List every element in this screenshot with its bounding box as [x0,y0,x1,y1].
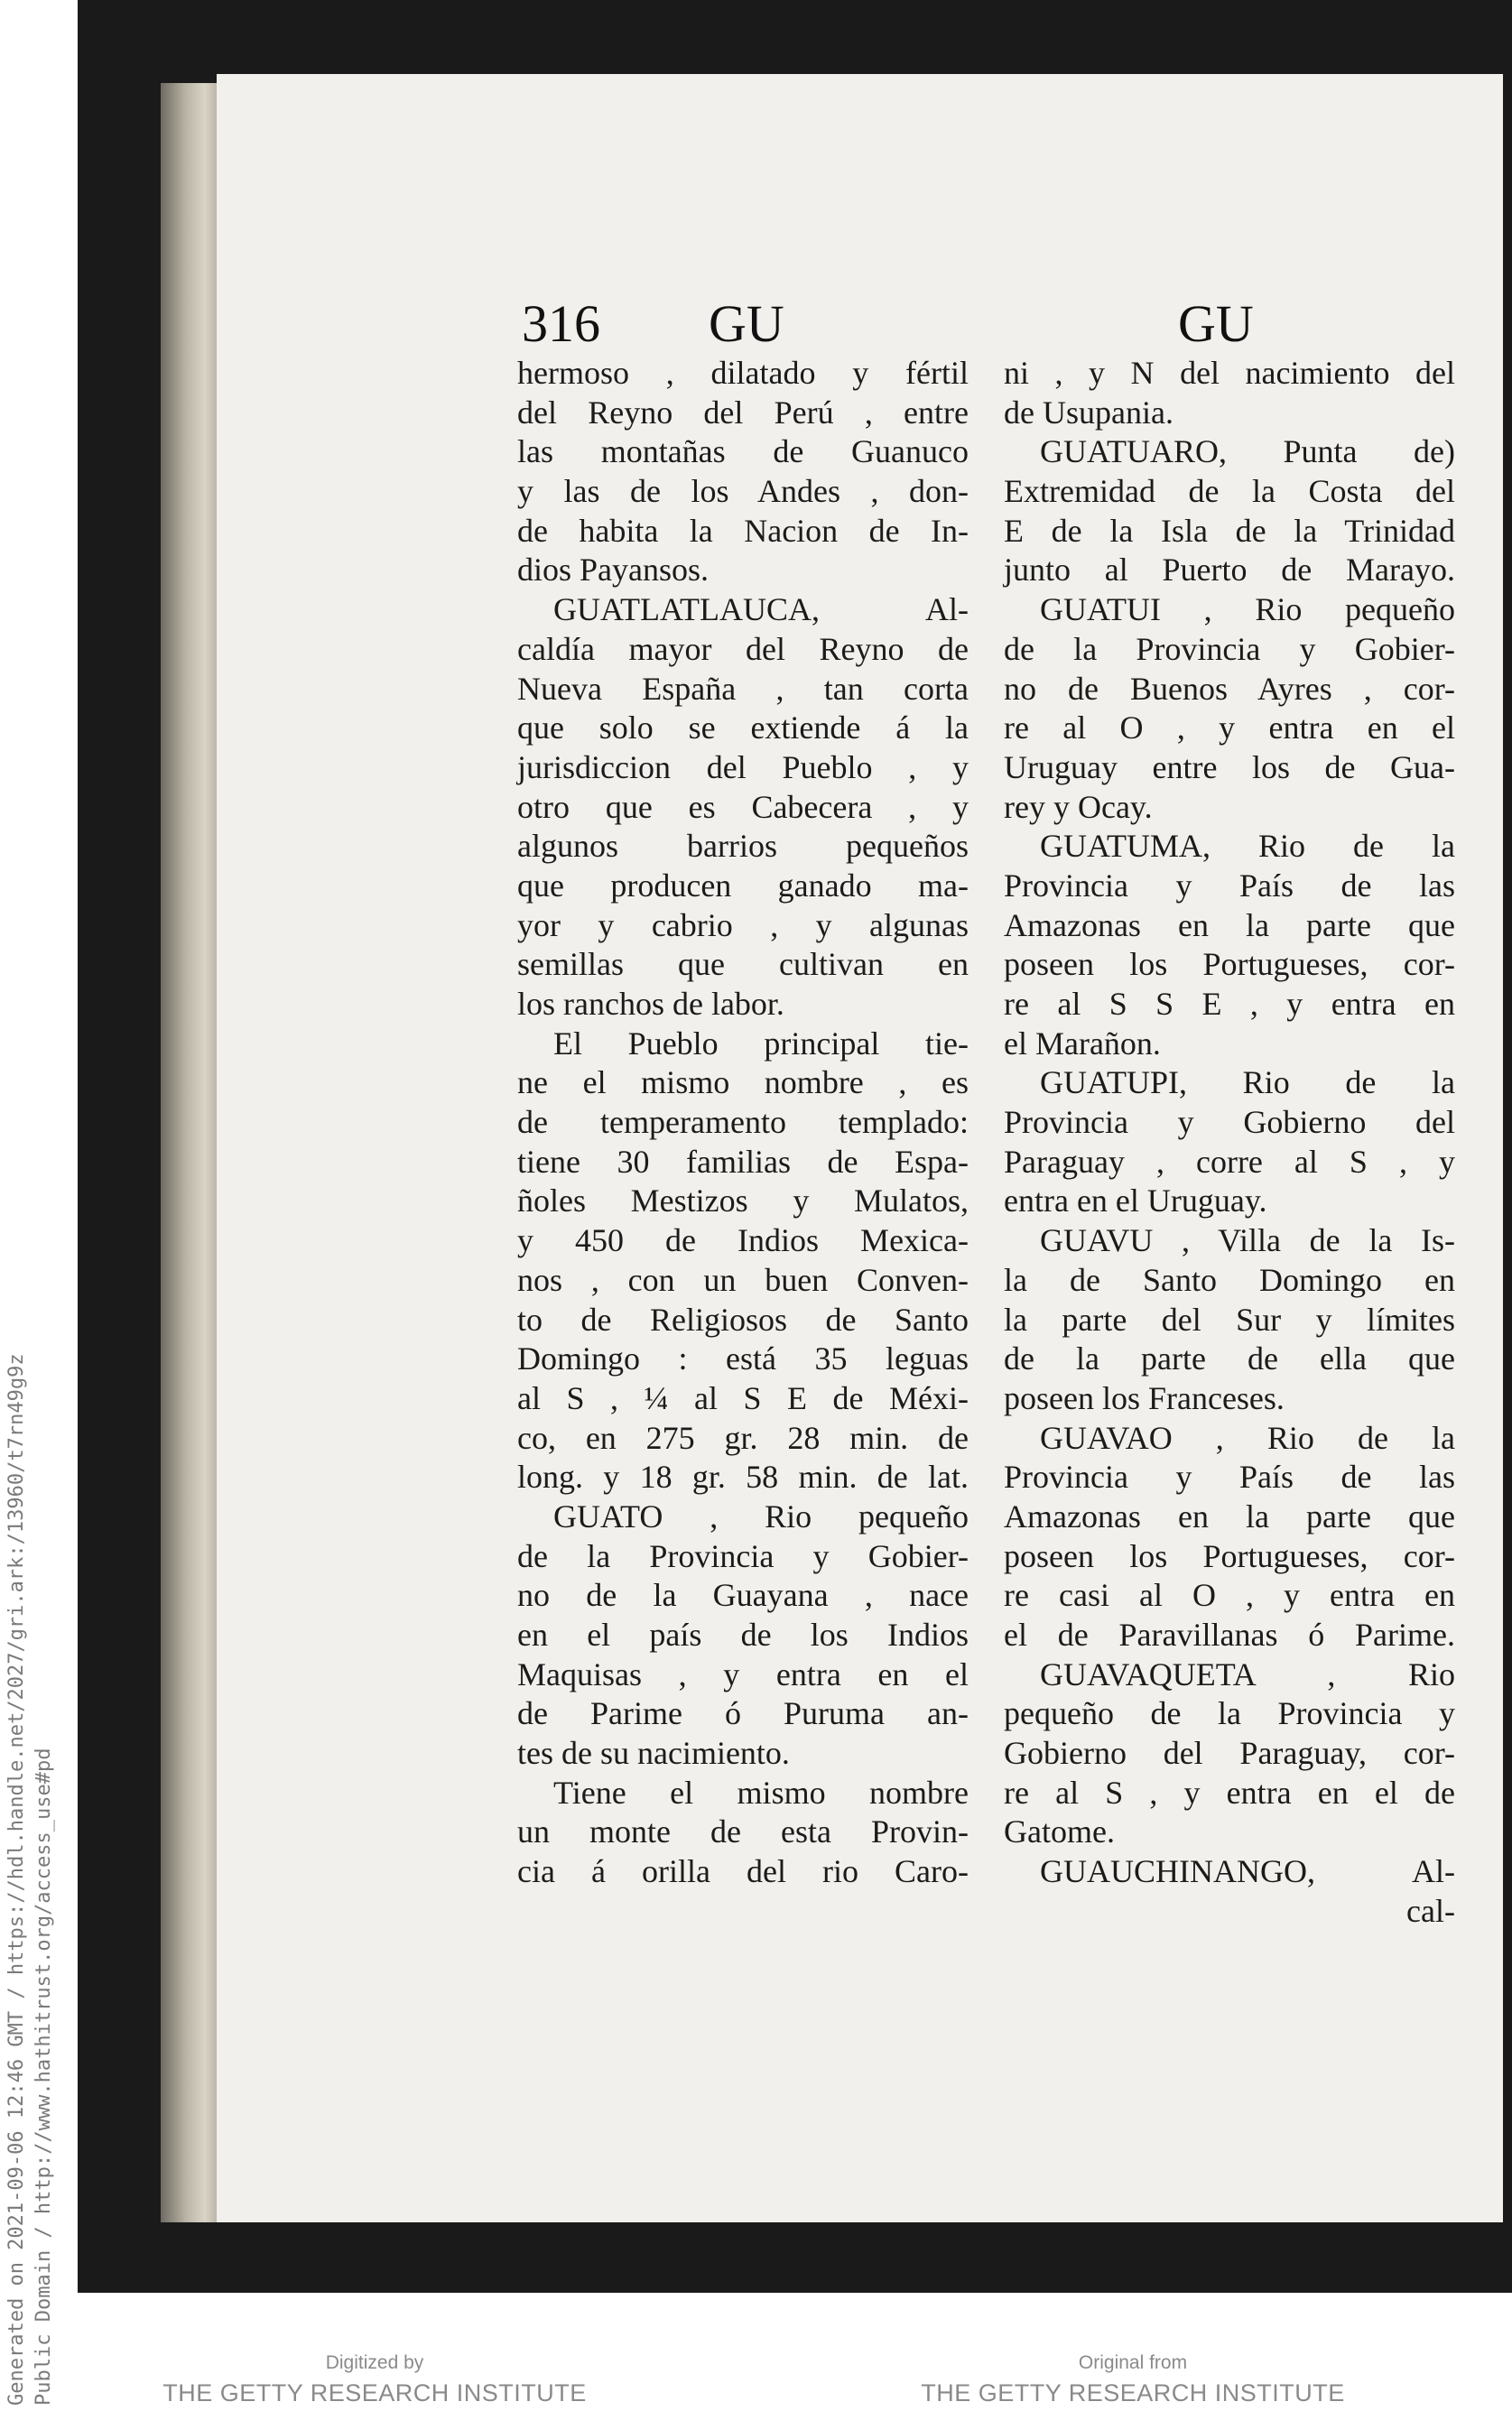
text-line: poseen los Portugueses, cor- [1004,1537,1455,1574]
text-line: pequeño de la Provincia y [1004,1695,1455,1732]
text-line: GUATUI , Rio pequeño [1040,591,1455,628]
text-line: no de Buenos Ayres , cor- [1004,670,1455,707]
text-line: re al O , y entra en el [1004,709,1455,746]
text-line: ni , y N del nacimiento del [1004,355,1455,391]
text-line: GUAUCHINANGO, Al- [1040,1853,1455,1890]
text-line: de habita la Nacion de In- [517,512,969,549]
text-line: la parte del Sur y límites [1004,1301,1455,1338]
text-line: el Marañon. [1004,1025,1161,1062]
text-line: re al S , y entra en el de [1004,1774,1455,1811]
footer-digitized [140,2352,609,2407]
text-line: de Parime ó Puruma an- [517,1695,969,1732]
access-watermark [4,1142,76,2406]
text-line: Tiene el mismo nombre [553,1774,969,1811]
text-line: Gatome. [1004,1813,1115,1850]
text-line: del Reyno del Perú , entre [517,394,969,431]
text-line: GUATUMA, Rio de la [1040,828,1455,865]
text-line: de Usupania. [1004,394,1173,431]
text-line: dios Payansos. [517,552,710,589]
text-line: los ranchos de labor. [517,986,784,1022]
text-line: junto al Puerto de Marayo. [1004,552,1455,589]
text-line: re casi al O , y entra en [1004,1577,1455,1614]
right-running-head: GU [1178,294,1254,353]
text-line: ñoles Mestizos y Mulatos, [517,1182,969,1219]
text-line: co, en 275 gr. 28 min. de [517,1419,969,1456]
text-line: Extremidad de la Costa del [1004,473,1455,510]
text-line: en el país de los Indios [517,1617,969,1653]
text-line: Provincia y País de las [1004,1459,1455,1496]
text-line: GUATO , Rio pequeño [553,1498,969,1535]
text-line: Nueva España , tan corta [517,670,969,707]
text-line: Provincia y Gobierno del [1004,1104,1455,1141]
text-line: que producen ganado ma- [517,867,969,904]
text-line: Domingo : está 35 leguas [517,1340,969,1377]
text-line: nos , con un buen Conven- [517,1261,969,1298]
text-line: hermoso , dilatado y fértil [517,355,969,391]
left-running-head: GU [709,294,784,353]
text-line: Gobierno del Paraguay, cor- [1004,1735,1455,1772]
text-line: rey y Ocay. [1004,788,1153,825]
text-line: caldía mayor del Reyno de [517,630,969,667]
text-line: no de la Guayana , nace [517,1577,969,1614]
text-line: GUAVAO , Rio de la [1040,1419,1455,1456]
page-edges [161,83,224,2222]
text-line: semillas que cultivan en [517,946,969,983]
text-line: al S , ¼ al S E de Méxi- [517,1379,969,1416]
text-line: un monte de esta Provin- [517,1813,969,1850]
text-line: que solo se extiende á la [517,709,969,746]
text-line: de la parte de ella que [1004,1340,1455,1377]
text-line: cia á orilla del rio Caro- [517,1853,969,1890]
text-line: Paraguay , corre al S , y [1004,1143,1455,1180]
footer-original [898,2352,1368,2407]
text-line: GUAVU , Villa de la Is- [1040,1222,1455,1259]
watermark-text [4,1353,58,2406]
footer-original-label: Original from [1078,2352,1188,2373]
text-line: Uruguay entre los de Gua- [1004,748,1455,785]
right-text-column [1004,354,1455,1932]
text-line: de la Provincia y Gobier- [1004,630,1455,667]
text-line: poseen los Portugueses, cor- [1004,946,1455,983]
text-line: to de Religiosos de Santo [517,1301,969,1338]
left-text-column [517,354,969,1892]
text-line: jurisdiccion del Pueblo , y [517,748,969,785]
text-line: algunos barrios pequeños [517,828,969,865]
watermark-line-1: Generated on 2021-09-06 12:46 GMT / https://hdl.handle.net/2027/gri.ark:/13960/t7rn49g9z [5,1353,28,2406]
footer-digitized-label: Digitized by [325,2352,424,2373]
text-line: tiene 30 familias de Espa- [517,1143,969,1180]
text-line: y 450 de Indios Mexica- [517,1222,969,1259]
text-line: el de Paravillanas ó Parime. [1004,1617,1455,1653]
text-line: long. y 18 gr. 58 min. de lat. [517,1459,969,1496]
text-line: E de la Isla de la Trinidad [1004,512,1455,549]
text-line: de temperamento templado: [517,1104,969,1141]
text-line: ne el mismo nombre , es [517,1064,969,1101]
text-line: Provincia y País de las [1004,867,1455,904]
text-line: entra en el Uruguay. [1004,1182,1267,1219]
text-line: las montañas de Guanuco [517,433,969,470]
text-line: tes de su nacimiento. [517,1735,790,1772]
watermark-line-2: Public Domain / http://www.hathitrust.org/access_use#pd [32,1748,55,2406]
text-line: yor y cabrio , y algunas [517,906,969,943]
text-line: Amazonas en la parte que [1004,906,1455,943]
text-line: GUATLATLAUCA, Al- [553,591,969,628]
text-line: Maquisas , y entra en el [517,1655,969,1692]
text-line: y las de los Andes , don- [517,473,969,510]
page-number: 316 [522,294,600,353]
footer-original-institution: THE GETTY RESEARCH INSTITUTE [921,2379,1345,2406]
text-line: El Pueblo principal tie- [553,1025,969,1062]
text-line: GUATUARO, Punta de) [1040,433,1455,470]
text-line: otro que es Cabecera , y [517,788,969,825]
text-line: de la Provincia y Gobier- [517,1537,969,1574]
text-line: GUATUPI, Rio de la [1040,1064,1455,1101]
text-line: GUAVAQUETA , Rio [1040,1655,1455,1692]
text-line: Amazonas en la parte que [1004,1498,1455,1535]
text-line: la de Santo Domingo en [1004,1261,1455,1298]
footer-digitized-institution: THE GETTY RESEARCH INSTITUTE [162,2379,587,2406]
text-line: re al S S E , y entra en [1004,986,1455,1022]
text-line: cal- [1406,1892,1455,1929]
text-line: poseen los Franceses. [1004,1379,1285,1416]
